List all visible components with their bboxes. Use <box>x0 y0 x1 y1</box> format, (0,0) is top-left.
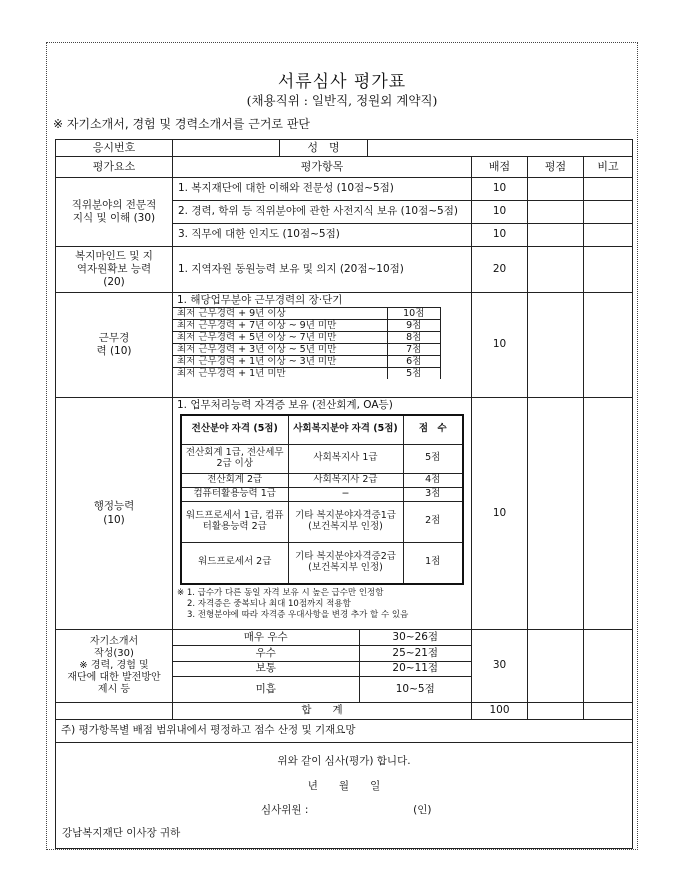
qual-welfare: 기타 복지분야자격증2급 (보건복지부 인정) <box>288 542 403 583</box>
qual-it: 전산회계 2급 <box>182 473 288 487</box>
footnote: 주) 평가항목별 배점 범위내에서 평정하고 점수 산정 및 기재요망 <box>56 720 633 743</box>
career-row-label: 최저 근무경력 + 5년 이상 ~ 7년 미만 <box>173 332 387 344</box>
total-score-field[interactable] <box>528 703 584 720</box>
applicant-number-label: 응시번호 <box>56 140 173 157</box>
career-head: 1. 해당업무분야 근무경력의 장·단기 <box>177 294 343 306</box>
remark-field[interactable] <box>584 178 633 201</box>
sign-date: 년 월 일 <box>307 780 381 792</box>
factor-intro-line: 재단에 대한 발전방안 <box>67 672 161 683</box>
career-row-label: 최저 근무경력 + 1년 미만 <box>173 368 387 380</box>
qual-note: 2. 자격증은 중복되나 최대 10점까지 적용함 <box>187 599 351 609</box>
applicant-number-field[interactable] <box>173 140 280 157</box>
form-subtitle: (채용직위 : 일반직, 정원외 계약직) <box>246 93 438 108</box>
item-expertise-1: 1. 복지재단에 대한 이해와 전문성 (10점~5점) <box>173 178 472 201</box>
name-field[interactable] <box>368 140 633 157</box>
qual-score: 1점 <box>403 542 462 583</box>
sign-statement: 위와 같이 심사(평가) 합니다. <box>277 755 411 767</box>
factor-admin: 행정능력 (10) <box>56 398 173 630</box>
total-label: 합 계 <box>173 703 472 720</box>
career-item <box>173 293 472 398</box>
points-mind: 20 <box>472 247 528 293</box>
qual-header-score: 점 수 <box>403 416 462 444</box>
score-field[interactable] <box>528 178 584 201</box>
item-expertise-3: 3. 직무에 대한 인지도 (10점~5점) <box>173 224 472 247</box>
factor-intro-line: 제시 등 <box>97 684 131 695</box>
career-row-label: 최저 근무경력 + 9년 이상 <box>173 308 387 320</box>
grade-range: 10~5점 <box>395 682 435 695</box>
score-field[interactable] <box>528 247 584 293</box>
total-blank <box>56 703 173 720</box>
intro-grades <box>173 630 472 703</box>
factor-intro-line: ※ 경력, 경험 및 <box>79 660 149 671</box>
grade-label: 매우 우수 <box>173 630 359 646</box>
remark-field[interactable] <box>584 630 633 703</box>
factor-intro <box>56 630 173 703</box>
qual-welfare: − <box>288 487 403 501</box>
col-factor: 평가요소 <box>56 157 173 178</box>
qual-it: 워드프로세서 2급 <box>182 542 288 583</box>
remark-field[interactable] <box>584 224 633 247</box>
admin-head: 1. 업무처리능력 자격증 보유 (전산회계, OA등) <box>177 399 393 411</box>
qualification-table <box>182 416 462 583</box>
recipient: 강남복지재단 이사장 귀하 <box>62 826 181 839</box>
qual-it: 컴퓨터활용능력 1급 <box>182 487 288 501</box>
career-row-score: 8점 <box>387 332 441 344</box>
col-remark: 비고 <box>584 157 633 178</box>
factor-intro-line: 자기소개서 <box>89 636 139 647</box>
points-career: 10 <box>472 293 528 398</box>
item-expertise-2: 2. 경력, 학위 등 직위분야에 관한 사전지식 보유 (10점~5점) <box>173 201 472 224</box>
sign-examiner <box>56 804 632 817</box>
career-table <box>173 307 441 379</box>
qual-welfare: 사회복지사 1급 <box>288 444 403 473</box>
col-score: 평점 <box>528 157 584 178</box>
form-title: 서류심사 평가표 <box>277 72 407 92</box>
score-field[interactable] <box>528 293 584 398</box>
points-expertise-2: 10 <box>472 201 528 224</box>
career-row-score: 7점 <box>387 344 441 356</box>
grade-range: 25~21점 <box>359 646 471 662</box>
remark-field[interactable] <box>584 201 633 224</box>
qual-it: 워드프로세서 1급, 컴퓨터활용능력 2급 <box>182 501 288 542</box>
total-points: 100 <box>472 703 528 720</box>
qual-header-it: 전산분야 자격 (5점) <box>182 416 288 444</box>
career-row-score: 6점 <box>387 356 441 368</box>
points-expertise-1: 10 <box>472 178 528 201</box>
qual-it: 전산회계 1급, 전산세무 2급 이상 <box>182 444 288 473</box>
career-row-score: 10점 <box>387 308 441 320</box>
examiner-label: 심사위원 : <box>261 804 309 816</box>
signature-area <box>56 743 633 849</box>
remark-field[interactable] <box>584 247 633 293</box>
qual-score: 4점 <box>403 473 462 487</box>
career-row-score: 5점 <box>387 368 441 380</box>
total-remark-field[interactable] <box>584 703 633 720</box>
col-points: 배점 <box>472 157 528 178</box>
qual-score: 3점 <box>403 487 462 501</box>
factor-career: 근무경력 (10) <box>56 293 173 398</box>
judgement-basis-note: ※ 자기소개서, 경험 및 경력소개서를 근거로 판단 <box>53 117 311 131</box>
name-label: 성 명 <box>280 140 368 157</box>
factor-intro-line: 작성(30) <box>94 648 134 659</box>
factor-expertise: 직위분야의 전문적 지식 및 이해 (30) <box>56 178 173 247</box>
qual-score: 5점 <box>403 444 462 473</box>
score-field[interactable] <box>528 224 584 247</box>
col-item: 평가항목 <box>173 157 472 178</box>
points-admin: 10 <box>472 398 528 630</box>
career-row-label: 최저 근무경력 + 3년 이상 ~ 5년 미만 <box>173 344 387 356</box>
seal-mark: (인) <box>413 804 432 816</box>
item-mind: 1. 지역자원 동원능력 보유 및 의지 (20점~10점) <box>173 247 472 293</box>
career-row-score: 9점 <box>387 320 441 332</box>
grade-table <box>173 630 471 702</box>
admin-item <box>173 398 472 630</box>
qual-note: ※ 1. 급수가 다른 동일 자격 보유 시 높은 급수만 인정함 <box>177 588 384 598</box>
qualification-notes <box>173 585 471 621</box>
career-row-label: 최저 근무경력 + 7년 이상 ~ 9년 미만 <box>173 320 387 332</box>
remark-field[interactable] <box>584 293 633 398</box>
score-field[interactable] <box>528 398 584 630</box>
qual-score: 2점 <box>403 501 462 542</box>
score-field[interactable] <box>528 630 584 703</box>
score-field[interactable] <box>528 201 584 224</box>
grade-range: 30~26점 <box>359 630 471 646</box>
qual-welfare: 사회복지사 2급 <box>288 473 403 487</box>
grade-label: 미흡 <box>173 677 359 702</box>
grade-range: 20~11점 <box>359 661 471 677</box>
points-expertise-3: 10 <box>472 224 528 247</box>
qual-note: 3. 전형분야에 따라 자격증 우대사항을 변경 추가 할 수 있음 <box>187 610 409 620</box>
remark-field[interactable] <box>584 398 633 630</box>
qualification-box <box>180 414 464 585</box>
qual-header-welfare: 사회복지분야 자격 (5점) <box>288 416 403 444</box>
evaluation-form <box>46 42 638 850</box>
factor-mind: 복지마인드 및 지역자원확보 능력 (20) <box>56 247 173 293</box>
evaluation-table <box>55 139 633 849</box>
points-intro: 30 <box>472 630 528 703</box>
career-row-label: 최저 근무경력 + 1년 이상 ~ 3년 미만 <box>173 356 387 368</box>
qual-welfare: 기타 복지분야자격증1급 (보건복지부 인정) <box>288 501 403 542</box>
grade-label: 우수 <box>173 646 359 662</box>
grade-label: 보통 <box>173 661 359 677</box>
